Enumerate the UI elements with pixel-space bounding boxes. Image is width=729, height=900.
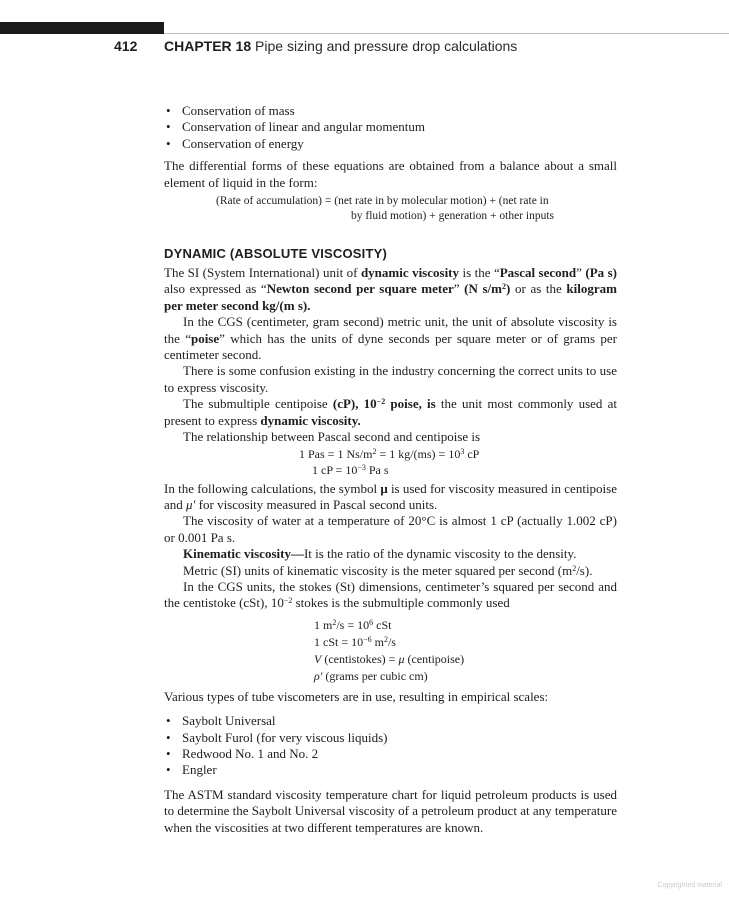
- symbol-paragraph: In the following calculations, the symbol μ is used for viscosity measured in centipoise and μ′ for viscosity measured in Pascal second units.: [164, 480, 617, 512]
- stokes-paragraph: In the CGS units, the stokes (St) dimensions, centimeter’s squared per second and the centistoke (cSt), $10^{-2}$ stokes is the submultiple commonly used: [164, 578, 617, 611]
- water-viscosity-paragraph: The viscosity of water at a temperature of 20°C is almost 1 cP (actually 1.002 cP) or 0.001 Pa s.: [164, 513, 617, 545]
- page-body: [164, 103, 617, 836]
- balance-equation-line: by fluid motion) + generation + other inputs: [351, 210, 555, 223]
- centipoise-equation: 1 cP = $10^{-3}$ Pa s: [312, 462, 389, 477]
- si-unit-paragraph: The SI (System International) unit of dynamic viscosity is the “Pascal second” (Pa s) also expressed as “Newton second per square meter” (N $s/m^2$) or as the kilogram per meter second kg/(m s).: [164, 265, 617, 313]
- running-header: [0, 38, 729, 60]
- conservation-list: [164, 103, 617, 152]
- list-item: • Conservation of mass: [164, 103, 617, 119]
- stokes-equation-line: 1 cSt = $10^{-6}$ $m^2/s$: [314, 634, 396, 649]
- header-rule: [164, 33, 729, 34]
- chapter-label: CHAPTER 18: [164, 38, 252, 54]
- chapter-name: Pipe sizing and pressure drop calculations: [255, 38, 518, 54]
- astm-paragraph: The ASTM standard viscosity temperature chart for liquid petroleum products is used to determine the Saybolt Universal viscosity of a petroleum product at any temperature when the viscosities at two different temperatures are known.: [164, 786, 617, 835]
- confusion-paragraph: There is some confusion existing in the industry concerning the correct units to use to express viscosity.: [164, 363, 617, 395]
- centipoise-paragraph: The submultiple centipoise (cP), $10^{-2}$ poise, is the unit most commonly used at present to express dynamic viscosity.: [164, 396, 618, 428]
- page-number: 412: [114, 38, 138, 54]
- viscometer-paragraph: Various types of tube viscometers are in use, resulting in empirical scales:: [164, 688, 549, 704]
- copyright-watermark: Copyrighted material: [657, 882, 722, 889]
- stokes-equation-line: V (centistokes) = μ (centipoise): [314, 651, 465, 666]
- chapter-title: [164, 38, 517, 54]
- unit-equations: [164, 446, 617, 478]
- kinematic-paragraph: Kinematic viscosity—It is the ratio of the dynamic viscosity to the density.: [183, 546, 577, 562]
- cgs-paragraph: In the CGS (centimeter, gram second) metric unit, the unit of absolute viscosity is the “poise” which has the units of dyne seconds per square meter or of grams per centimeter second.: [164, 314, 617, 363]
- list-item: • Redwood No. 1 and No. 2: [164, 746, 617, 762]
- stokes-equation-line: ρ′ (grams per cubic cm): [314, 668, 428, 683]
- metric-units-paragraph: Metric (SI) units of kinematic viscosity is the meter squared per second $(m^2/s)$.: [183, 562, 593, 578]
- viscometer-scale-list: [164, 713, 617, 779]
- list-item: • Saybolt Universal: [164, 713, 617, 729]
- list-item: • Conservation of linear and angular momentum: [164, 119, 617, 135]
- intro-paragraph: The differential forms of these equations are obtained from a balance about a small element of liquid in the form:: [164, 158, 617, 190]
- stokes-equations: [164, 617, 617, 685]
- list-item: • Saybolt Furol (for very viscous liquids): [164, 730, 617, 746]
- section-heading: DYNAMIC (ABSOLUTE VISCOSITY): [164, 246, 387, 262]
- list-item: • Conservation of energy: [164, 136, 617, 152]
- balance-equation-line: (Rate of accumulation) = (net rate in by molecular motion) + (net rate in: [216, 195, 549, 208]
- relationship-paragraph: The relationship between Pascal second and centipoise is: [183, 429, 481, 445]
- list-item: • Engler: [164, 762, 617, 778]
- balance-equation: [164, 194, 617, 224]
- header-bar: [0, 22, 164, 34]
- stokes-equation-line: 1 $m^2/s = 10^6$ cSt: [314, 617, 392, 632]
- pascal-equation: 1 Pas = 1 $Ns/m^2 = 1$ $kg/(ms) = 10^3$ cP: [299, 446, 480, 461]
